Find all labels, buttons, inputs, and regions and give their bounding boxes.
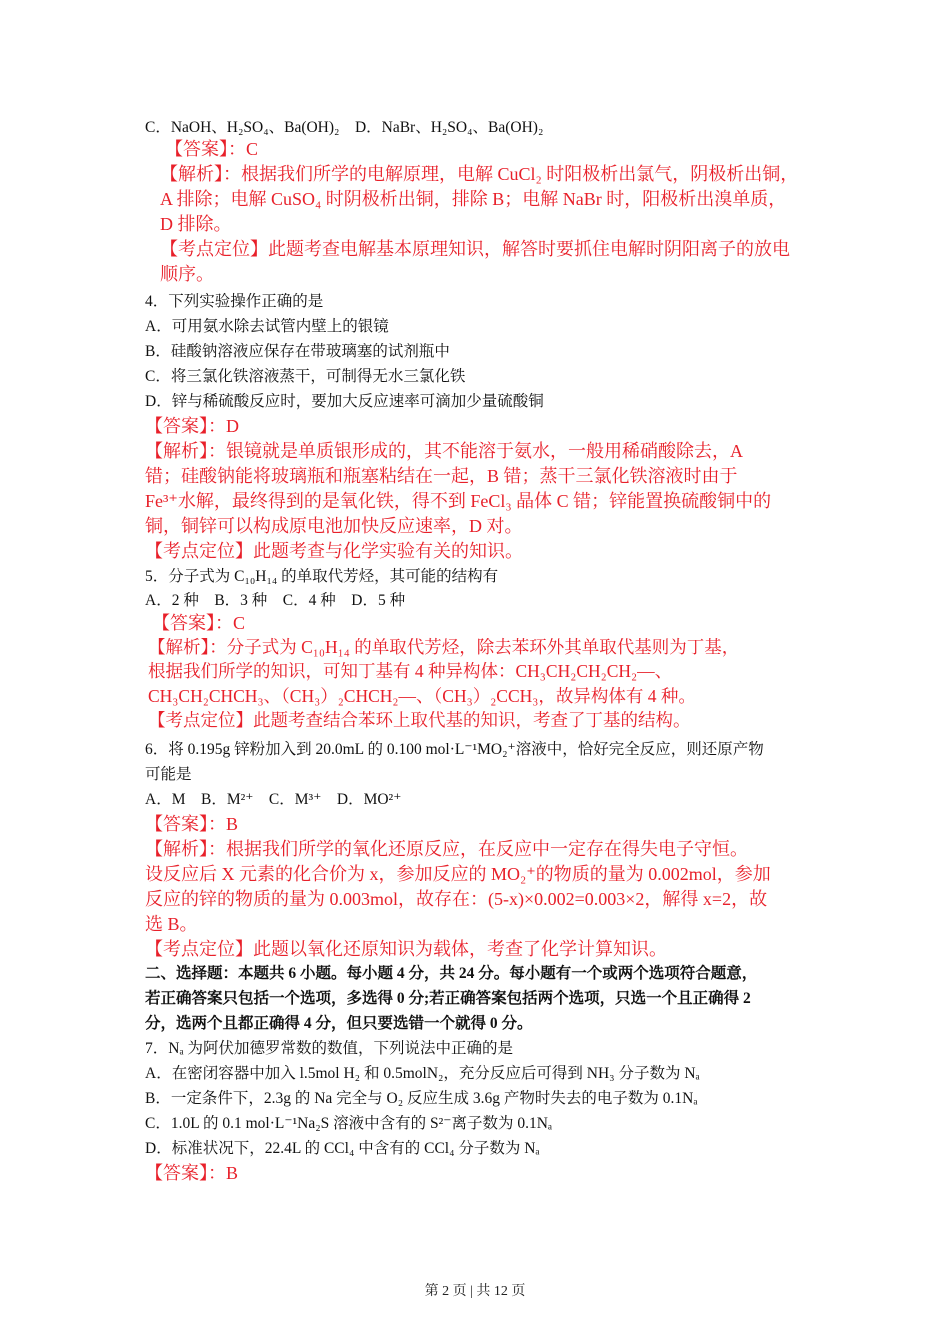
answer-explanation-line: 【考点定位】此题以氧化还原知识为载体，考查了化学计算知识。	[145, 939, 667, 959]
answer-explanation-line: 【答案】：C	[165, 139, 259, 159]
answer-explanation-line: 【解析】：根据我们所学的氧化还原反应，在反应中一定存在得失电子守恒。	[145, 839, 748, 859]
answer-explanation-line: D 排除。	[160, 214, 232, 234]
answer-explanation-line: CH₃CH₂CHCH₃、（CH₃）₂CHCH₂—、（CH₃）₂CCH₃，故异构体有 4 种。	[148, 686, 696, 706]
question-text-line: D．锌与稀硫酸反应时，要加大反应速率可滴加少量硫酸铜	[145, 393, 544, 410]
answer-explanation-line: 【解析】：根据我们所学的电解原理，电解 CuCl₂ 时阳极析出氯气，阴极析出铜，	[160, 164, 799, 184]
question-text-line: B．硅酸钠溶液应保存在带玻璃塞的试剂瓶中	[145, 343, 450, 360]
question-text-line: 6．将 0.195g 锌粉加入到 20.0mL 的 0.100 mol·L⁻¹MO₂⁺溶液中，恰好完全反应，则还原产物	[145, 741, 764, 758]
question-text-line: 4．下列实验操作正确的是	[145, 293, 324, 310]
answer-explanation-line: A 排除；电解 CuSO₄ 时阴极析出铜，排除 B；电解 NaBr 时，阳极析出溴单质，	[160, 189, 787, 209]
page-footer: 第 2 页 | 共 12 页	[424, 1284, 526, 1299]
answer-explanation-line: 【考点定位】此题考查电解基本原理知识，解答时要抓住电解时阴阳离子的放电	[160, 239, 790, 259]
question-text-line: 二、选择题：本题共 6 小题。每小题 4 分，共 24 分。每小题有一个或两个选项符合题意，	[145, 965, 758, 982]
answer-explanation-line: 【答案】：B	[145, 1163, 239, 1183]
answer-explanation-line: 错；硅酸钠能将玻璃瓶和瓶塞粘结在一起，B 错；蒸干三氯化铁溶液时由于	[145, 466, 738, 486]
question-text-line: D．标准状况下，22.4L 的 CCl₄ 中含有的 CCl₄ 分子数为 Nₐ	[145, 1140, 540, 1157]
question-text-line: A．在密闭容器中加入 l.5mol H₂ 和 0.5molN₂，充分反应后可得到 NH₃ 分子数为 Nₐ	[145, 1065, 700, 1082]
answer-explanation-line: 选 B。	[145, 914, 198, 934]
answer-explanation-line: 【考点定位】此题考查结合苯环上取代基的知识，考查了丁基的结构。	[148, 710, 691, 730]
answer-explanation-line: 顺序。	[160, 264, 214, 284]
question-text-line: A．2 种 B．3 种 C．4 种 D．5 种	[145, 592, 406, 609]
answer-explanation-line: 【答案】：D	[145, 416, 239, 436]
answer-explanation-line: 【答案】：C	[152, 613, 246, 633]
answer-explanation-line: 【考点定位】此题考查与化学实验有关的知识。	[145, 541, 523, 561]
question-text-line: C．NaOH、H₂SO₄、Ba(OH)₂ D．NaBr、H₂SO₄、Ba(OH)₂	[145, 119, 544, 136]
answer-explanation-line: 【解析】：分子式为 C₁₀H₁₄ 的单取代芳烃，除去苯环外其单取代基则为丁基，	[148, 637, 740, 657]
answer-explanation-line: 【解析】：银镜就是单质银形成的，其不能溶于氨水，一般用稀硝酸除去，A	[145, 441, 743, 461]
answer-explanation-line: 反应的锌的物质的量为 0.003mol，故存在：(5-x)×0.002=0.003×2，解得 x=2，故	[145, 889, 768, 909]
question-text-line: A．M B．M²⁺ C．M³⁺ D．MO²⁺	[145, 791, 402, 808]
question-text-line: 7．Nₐ 为阿伏加德罗常数的数值，下列说法中正确的是	[145, 1040, 514, 1057]
answer-explanation-line: 铜，铜锌可以构成原电池加快反应速率，D 对。	[145, 516, 523, 536]
answer-explanation-line: Fe³⁺水解，最终得到的是氧化铁，得不到 FeCl₃ 晶体 C 错；锌能置换硫酸铜中的	[145, 491, 772, 511]
question-text-line: 5．分子式为 C₁₀H₁₄ 的单取代芳烃，其可能的结构有	[145, 568, 499, 585]
question-text-line: C．1.0L 的 0.1 mol·L⁻¹Na₂S 溶液中含有的 S²⁻离子数为 0.1Nₐ	[145, 1115, 553, 1132]
question-text-line: C．将三氯化铁溶液蒸干，可制得无水三氯化铁	[145, 368, 466, 385]
answer-explanation-line: 根据我们所学的知识，可知丁基有 4 种异构体：CH₃CH₂CH₂CH₂—、	[148, 661, 673, 681]
answer-explanation-line: 【答案】：B	[145, 814, 239, 834]
question-text-line: 分，选两个且都正确得 4 分，但只要选错一个就得 0 分。	[145, 1015, 533, 1032]
question-text-line: 若正确答案只包括一个选项，多选得 0 分;若正确答案包括两个选项，只选一个且正确得 2	[145, 990, 751, 1007]
question-text-line: A．可用氨水除去试管内壁上的银镜	[145, 318, 389, 335]
answer-explanation-line: 设反应后 X 元素的化合价为 x，参加反应的 MO₂⁺的物质的量为 0.002mol，参加	[145, 864, 771, 884]
question-text-line: 可能是	[145, 766, 192, 783]
question-text-line: B．一定条件下，2.3g 的 Na 完全与 O₂ 反应生成 3.6g 产物时失去的电子数为 0.1Nₐ	[145, 1090, 698, 1107]
